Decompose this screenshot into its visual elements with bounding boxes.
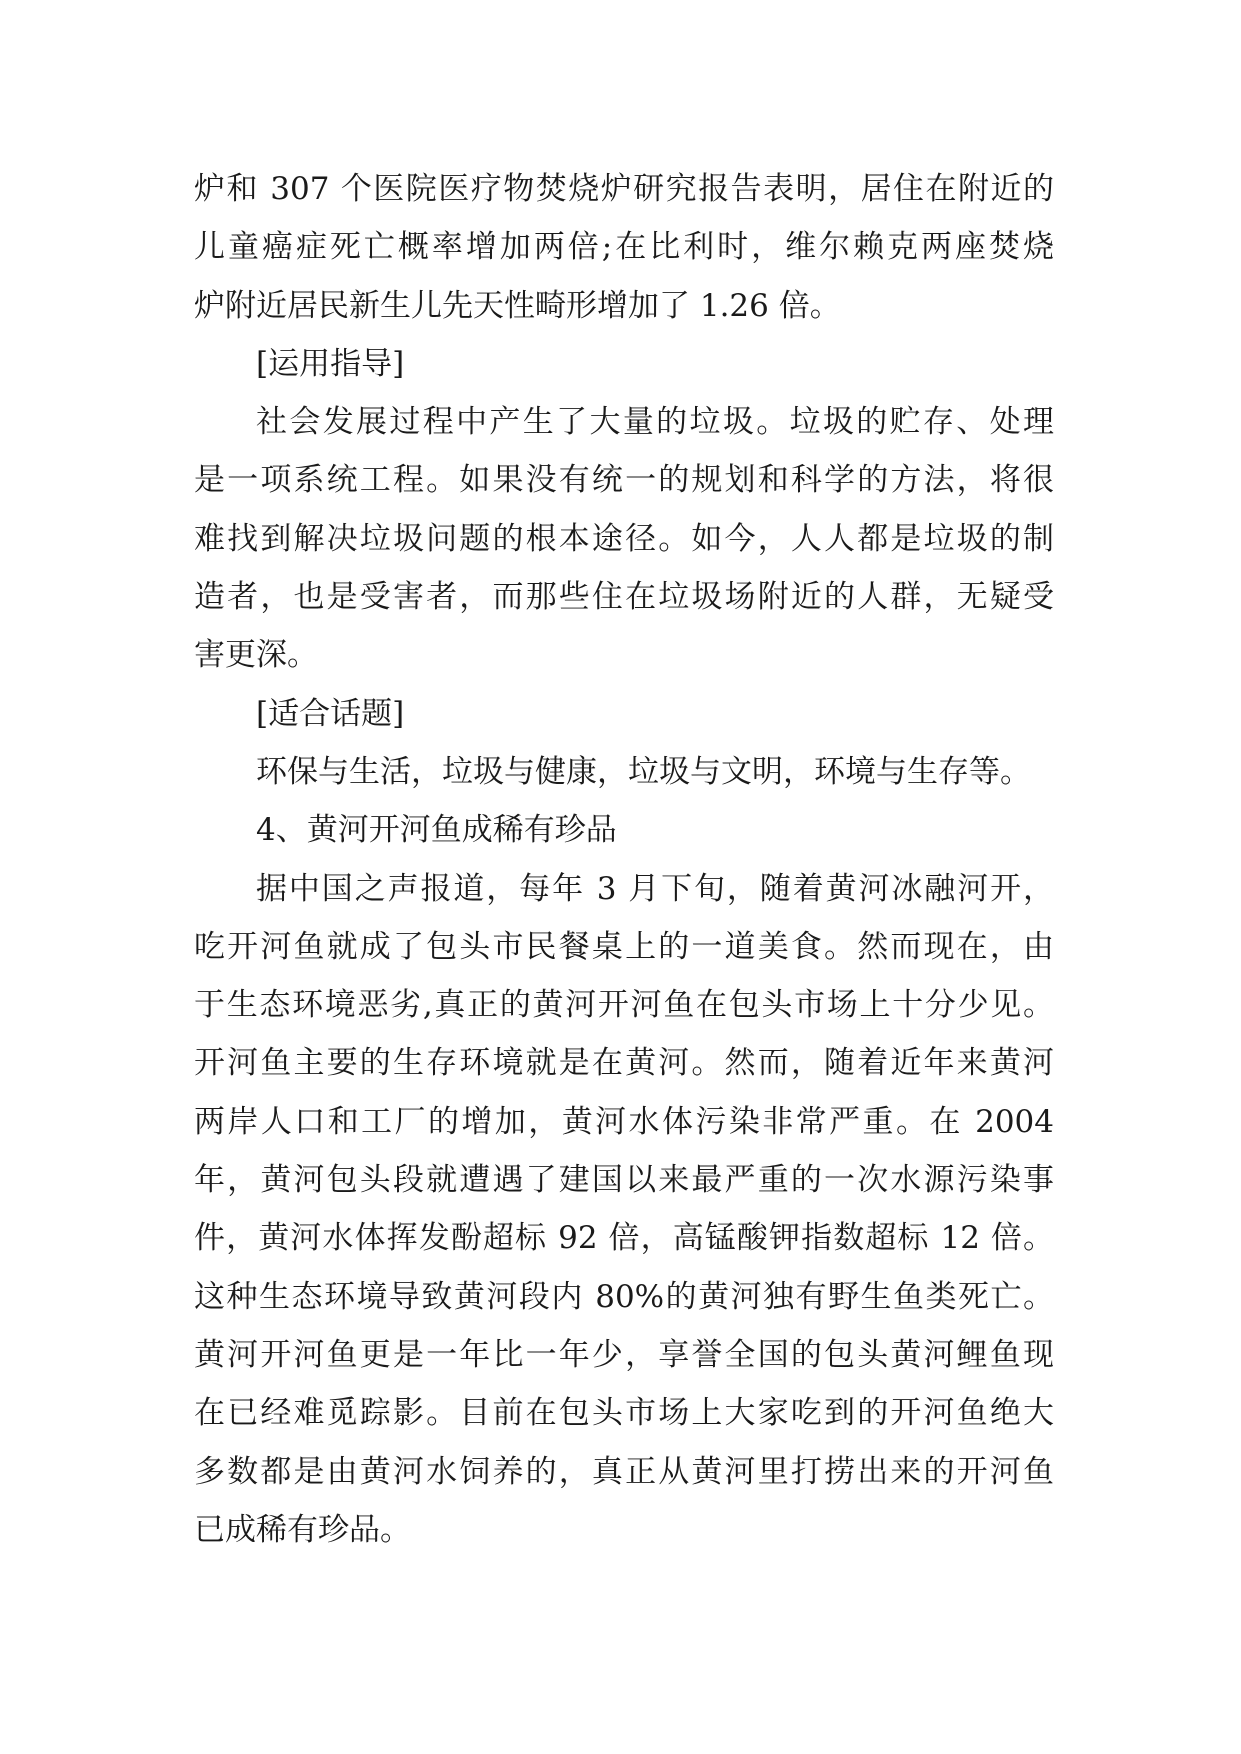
paragraph-line: 开河鱼主要的生存环境就是在黄河。然而，随着近年来黄河 xyxy=(194,1045,1054,1082)
section-heading-4: 4、黄河开河鱼成稀有珍品 xyxy=(256,812,617,849)
paragraph-line: 在已经难觅踪影。目前在包头市场上大家吃到的开河鱼绝大 xyxy=(194,1395,1054,1432)
document-body xyxy=(194,160,1054,1559)
paragraph-line: 难找到解决垃圾问题的根本途径。如今，人人都是垃圾的制 xyxy=(194,520,1054,557)
paragraph-line: 黄河开河鱼更是一年比一年少，享誉全国的包头黄河鲤鱼现 xyxy=(194,1336,1054,1373)
paragraph-line: 年，黄河包头段就遭遇了建国以来最严重的一次水源污染事 xyxy=(194,1162,1054,1199)
paragraph-line: 造者，也是受害者，而那些住在垃圾场附近的人群，无疑受 xyxy=(194,579,1054,616)
paragraph-line: 儿童癌症死亡概率增加两倍;在比利时，维尔赖克两座焚烧 xyxy=(194,229,1054,266)
paragraph-line: 于生态环境恶劣,真正的黄河开河鱼在包头市场上十分少见。 xyxy=(194,987,1054,1024)
paragraph-line: 多数都是由黄河水饲养的，真正从黄河里打捞出来的开河鱼 xyxy=(194,1453,1054,1490)
section-heading-topics: [适合话题] xyxy=(256,695,405,732)
paragraph-line: 是一项系统工程。如果没有统一的规划和科学的方法，将很 xyxy=(194,462,1054,499)
paragraph-line: 两岸人口和工厂的增加，黄河水体污染非常严重。在 2004 xyxy=(194,1103,1054,1140)
section-heading-usage-guide: [运用指导] xyxy=(256,345,405,382)
paragraph-line: 炉和 307 个医院医疗物焚烧炉研究报告表明，居住在附近的 xyxy=(194,171,1054,207)
paragraph-line: 吃开河鱼就成了包头市民餐桌上的一道美食。然而现在，由 xyxy=(194,928,1054,965)
paragraph-line: 害更深。 xyxy=(194,637,318,674)
paragraph-line: 炉附近居民新生儿先天性畸形增加了 1.26 倍。 xyxy=(194,287,841,324)
paragraph-line: 社会发展过程中产生了大量的垃圾。垃圾的贮存、处理 xyxy=(256,404,1054,441)
paragraph-line: 环保与生活，垃圾与健康，垃圾与文明，环境与生存等。 xyxy=(256,753,1031,790)
paragraph-line: 这种生态环境导致黄河段内 80%的黄河独有野生鱼类死亡。 xyxy=(194,1278,1054,1315)
paragraph-line: 件，黄河水体挥发酚超标 92 倍，高锰酸钾指数超标 12 倍。 xyxy=(194,1220,1054,1257)
paragraph-line: 已成稀有珍品。 xyxy=(194,1511,411,1548)
paragraph-line: 据中国之声报道，每年 3 月下旬，随着黄河冰融河开， xyxy=(256,870,1054,907)
